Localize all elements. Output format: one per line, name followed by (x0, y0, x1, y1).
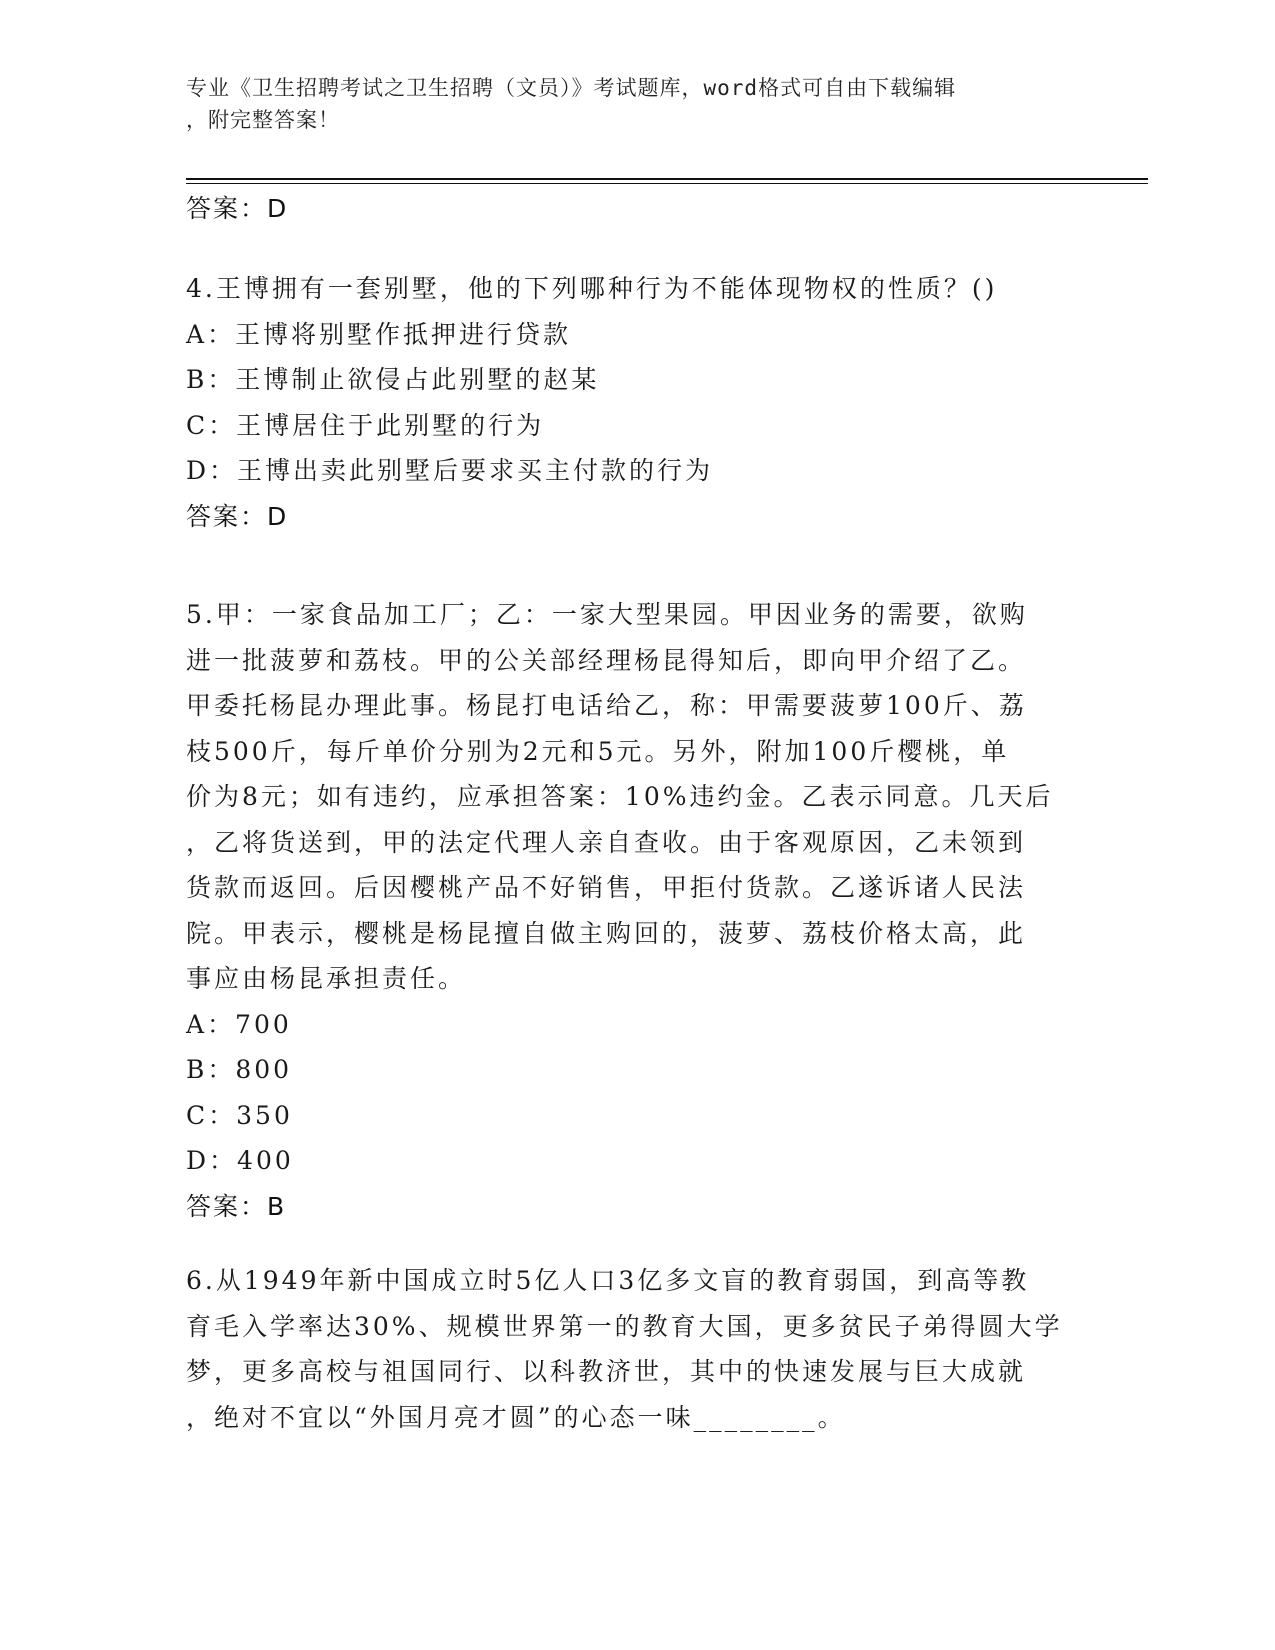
question-6 (186, 1258, 1086, 1440)
question-5-option-b: B：800 (186, 1055, 293, 1084)
header-line-1: 专业《卫生招聘考试之卫生招聘（文员）》考试题库，word格式可自由下载编辑 (186, 76, 957, 100)
header-divider-thin (186, 183, 1148, 184)
question-5-option-d: D：400 (186, 1146, 294, 1175)
question-5-stem-line: 进一批菠萝和荔枝。甲的公关部经理杨昆得知后，即向甲介绍了乙。 (186, 645, 1027, 675)
question-5-stem-line: 5.甲：一家食品加工厂；乙：一家大型果园。甲因业务的需要，欲购 (186, 600, 1028, 629)
answer-previous: 答案：D (186, 194, 289, 223)
question-5-stem-line: 事应由杨昆承担责任。 (186, 964, 467, 993)
question-5-stem-line: 价为8元；如有违约，应承担答案：10%违约金。乙表示同意。几天后 (186, 782, 1054, 811)
question-4-answer: 答案：D (186, 501, 289, 531)
question-4-option-d: D：王博出卖此别墅后要求买主付款的行为 (186, 456, 714, 485)
question-4-option-a: A：王博将别墅作抵押进行贷款 (186, 319, 572, 349)
question-6-stem-line: 6.从1949年新中国成立时5亿人口3亿多文盲的教育弱国，到高等教 (186, 1266, 1030, 1295)
question-5-stem-line: ，乙将货送到，甲的法定代理人亲自查收。由于客观原因，乙未领到 (186, 827, 1027, 857)
question-6-stem (186, 1258, 1086, 1440)
question-5-option-a: A：700 (186, 1009, 292, 1039)
question-4-stem: 4.王博拥有一套别墅，他的下列哪种行为不能体现物权的性质？() (186, 274, 998, 303)
question-5-stem-line: 枝500斤，每斤单价分别为2元和5元。另外，附加100斤樱桃，单 (186, 736, 1010, 766)
question-5-stem-line: 货款而返回。后因樱桃产品不好销售，甲拒付货款。乙遂诉诸人民法 (186, 873, 1027, 902)
header-line-2: ，附完整答案！ (186, 108, 340, 132)
header-divider-thick (186, 178, 1148, 180)
question-4-option-c: C：王博居住于此别墅的行为 (186, 410, 545, 440)
question-6-stem-line: 梦，更多高校与祖国同行、以科教济世，其中的快速发展与巨大成就 (186, 1357, 1027, 1386)
question-5-option-c: C：350 (186, 1100, 293, 1130)
question-4 (186, 266, 1086, 540)
question-5-answer: 答案：B (186, 1191, 287, 1221)
question-5-stem-line: 院。甲表示，樱桃是杨昆擅自做主购回的，菠萝、荔枝价格太高，此 (186, 918, 1027, 948)
question-4-option-b: B：王博制止欲侵占此别墅的赵某 (186, 365, 600, 394)
question-5 (186, 592, 1086, 1230)
document-header (186, 72, 1086, 136)
question-6-stem-line: ，绝对不宜以“外国月亮才圆”的心态一味________。 (186, 1402, 846, 1432)
question-5-stem-line: 甲委托杨昆办理此事。杨昆打电话给乙，称：甲需要菠萝100斤、荔 (186, 691, 1027, 720)
question-6-stem-line: 育毛入学率达30%、规模世界第一的教育大国，更多贫民子弟得圆大学 (186, 1311, 1063, 1341)
question-5-stem (186, 592, 1086, 1002)
